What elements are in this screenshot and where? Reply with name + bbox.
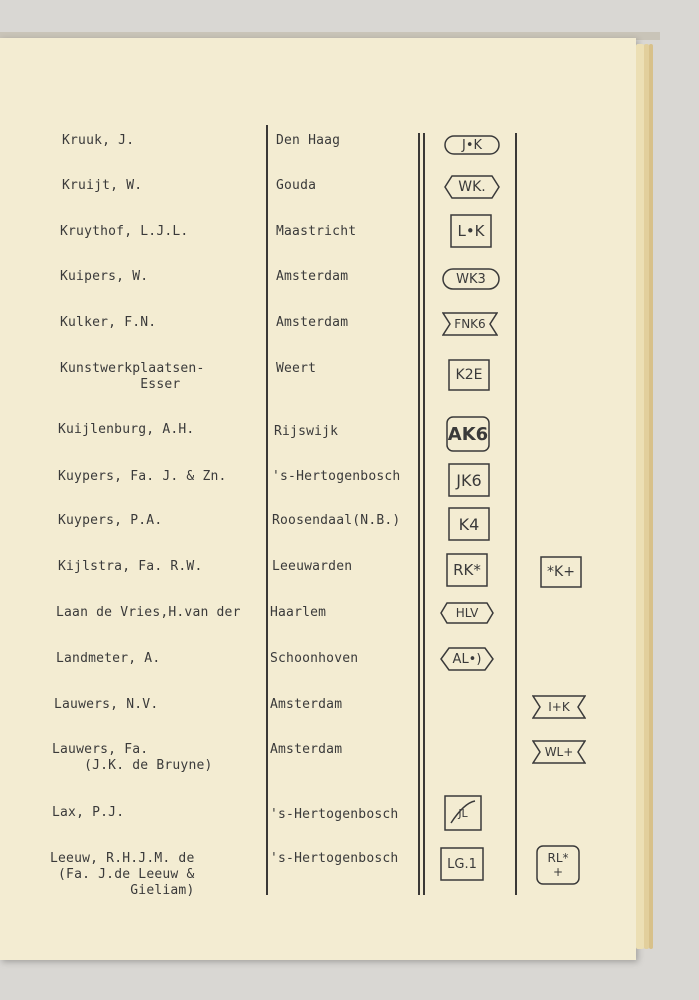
hallmark-bowtie: FNK6	[442, 312, 498, 336]
hallmark-square-secondary: *K+	[540, 556, 582, 588]
hallmark-hexagon: WK.	[444, 175, 500, 199]
city-name: 's-Hertogenbosch	[272, 469, 401, 484]
table-row	[0, 178, 636, 218]
hallmark-hexagon: AL•)	[440, 647, 494, 671]
hallmark-square: K4	[448, 507, 490, 541]
table-row	[0, 851, 636, 898]
table-row	[0, 805, 636, 845]
table-row	[0, 513, 636, 553]
hallmark-oval: WK3	[442, 268, 500, 290]
maker-name: Kuypers, Fa. J. & Zn.	[58, 469, 227, 484]
city-name: Amsterdam	[276, 315, 349, 330]
maker-name: Kijlstra, Fa. R.W.	[58, 559, 203, 574]
city-name: 's-Hertogenbosch	[270, 807, 399, 822]
table-row	[0, 315, 636, 355]
hallmark-scroll: JL	[442, 793, 484, 833]
maker-name: Lauwers, N.V.	[54, 697, 159, 712]
hallmark-rounded-square: AK6	[446, 416, 490, 452]
page-edge	[649, 44, 653, 949]
table-row	[0, 269, 636, 309]
maker-name: Kruijt, W.	[62, 178, 143, 193]
city-name: Leeuwarden	[272, 559, 353, 574]
table-row	[0, 742, 636, 782]
hallmark-bowtie-secondary: I+K	[532, 695, 586, 719]
maker-name: Kruuk, J.	[62, 133, 135, 148]
hallmark-square: L•K	[450, 214, 492, 248]
maker-name: Kuijlenburg, A.H.	[58, 422, 195, 437]
city-name: Roosendaal(N.B.)	[272, 513, 401, 528]
maker-name: Lax, P.J.	[52, 805, 125, 820]
table-row	[0, 422, 636, 462]
maker-name: Lauwers, Fa. (J.K. de Bruyne)	[52, 742, 213, 773]
hallmark-square: JK6	[448, 463, 490, 497]
table-row	[0, 697, 636, 737]
city-name: Rijswijk	[274, 424, 339, 439]
maker-name: Leeuw, R.H.J.M. de (Fa. J.de Leeuw & Gieliam)	[50, 851, 195, 898]
table-row	[0, 469, 636, 509]
table-row	[0, 224, 636, 264]
city-name: Maastricht	[276, 224, 357, 239]
hallmark-square: RK*	[446, 553, 488, 587]
hallmark-square: K2E	[448, 359, 490, 391]
maker-name: Kulker, F.N.	[60, 315, 157, 330]
table-row	[0, 361, 636, 401]
maker-name: Kuypers, P.A.	[58, 513, 163, 528]
hallmark-hexagon: HLV	[440, 602, 494, 624]
maker-name: Laan de Vries,H.van der	[56, 605, 241, 620]
page-edge	[636, 44, 644, 949]
city-name: Amsterdam	[270, 697, 343, 712]
table-row	[0, 133, 636, 173]
city-name: Amsterdam	[270, 742, 343, 757]
city-name: Haarlem	[270, 605, 327, 620]
hallmark-bowtie-secondary: WL+	[532, 740, 586, 764]
maker-name: Kuipers, W.	[60, 269, 149, 284]
hallmark-rounded-square-secondary: RL* +	[536, 845, 580, 885]
city-name: Gouda	[276, 178, 317, 193]
table-row	[0, 605, 636, 645]
maker-name: Kunstwerkplaatsen- Esser	[60, 361, 205, 392]
maker-name: Landmeter, A.	[56, 651, 161, 666]
hallmark-oval: J•K	[444, 135, 500, 155]
table-row	[0, 559, 636, 599]
city-name: Den Haag	[276, 133, 341, 148]
city-name: Weert	[276, 361, 317, 376]
hallmark-square: LG.1	[440, 847, 484, 881]
city-name: 's-Hertogenbosch	[270, 851, 399, 866]
city-name: Amsterdam	[276, 269, 349, 284]
table-row	[0, 651, 636, 691]
maker-name: Kruythof, L.J.L.	[60, 224, 189, 239]
city-name: Schoonhoven	[270, 651, 359, 666]
